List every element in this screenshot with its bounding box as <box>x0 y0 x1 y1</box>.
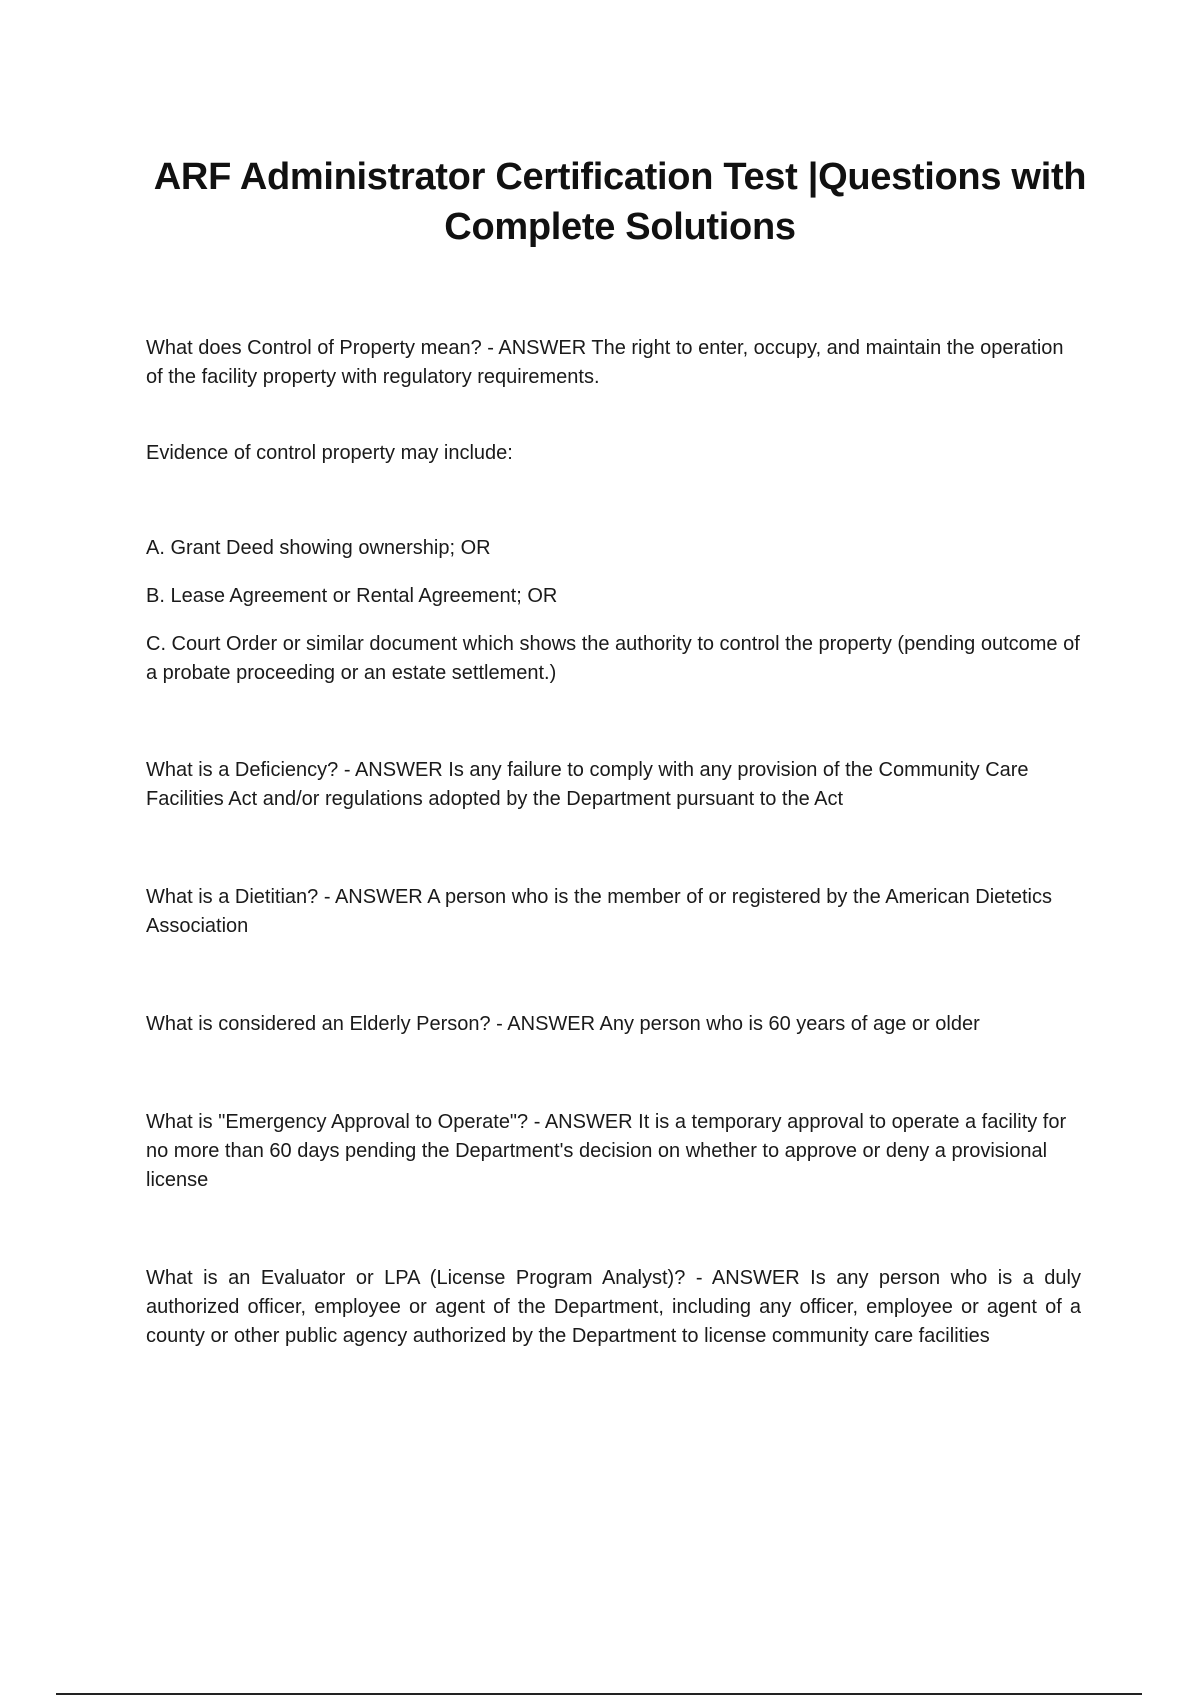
question-dietitian: What is a Dietitian? - ANSWER A person who is the member of or registered by the American Dietetics Association <box>146 886 1052 937</box>
question-control-of-property: What does Control of Property mean? - ANSWER The right to enter, occupy, and maintain the operation of the facility property with regulatory requirements. <box>146 337 1064 388</box>
footer-divider <box>56 1693 1142 1695</box>
question-elderly-person: What is considered an Elderly Person? - ANSWER Any person who is 60 years of age or older <box>146 1013 980 1035</box>
question-deficiency: What is a Deficiency? - ANSWER Is any failure to comply with any provision of the Community Care Facilities Act and/or regulations adopted by the Department pursuant to the Act <box>146 759 1029 810</box>
evidence-option-b: B. Lease Agreement or Rental Agreement; OR <box>146 585 558 607</box>
question-emergency-approval: What is "Emergency Approval to Operate"? - ANSWER It is a temporary approval to operate a facility for no more than 60 days pending the Department's decision on whether to approve or deny a provisional license <box>146 1111 1067 1191</box>
document-title: ARF Administrator Certification Test |Questions with Complete Solutions <box>153 156 1087 248</box>
evidence-intro: Evidence of control property may include: <box>146 442 513 464</box>
document-body <box>146 334 1081 1351</box>
evidence-option-c: C. Court Order or similar document which shows the authority to control the property (pending outcome of a probate proceeding or an estate settlement.) <box>146 633 1080 684</box>
question-evaluator-lpa: What is an Evaluator or LPA (License Program Analyst)? - ANSWER Is any person who is a duly authorized officer, employee or agent of the Department, including any officer, employee or agent of a county or other public agency authorized by the Department to license community care facilities <box>146 1267 1081 1347</box>
evidence-option-a: A. Grant Deed showing ownership; OR <box>146 537 491 559</box>
